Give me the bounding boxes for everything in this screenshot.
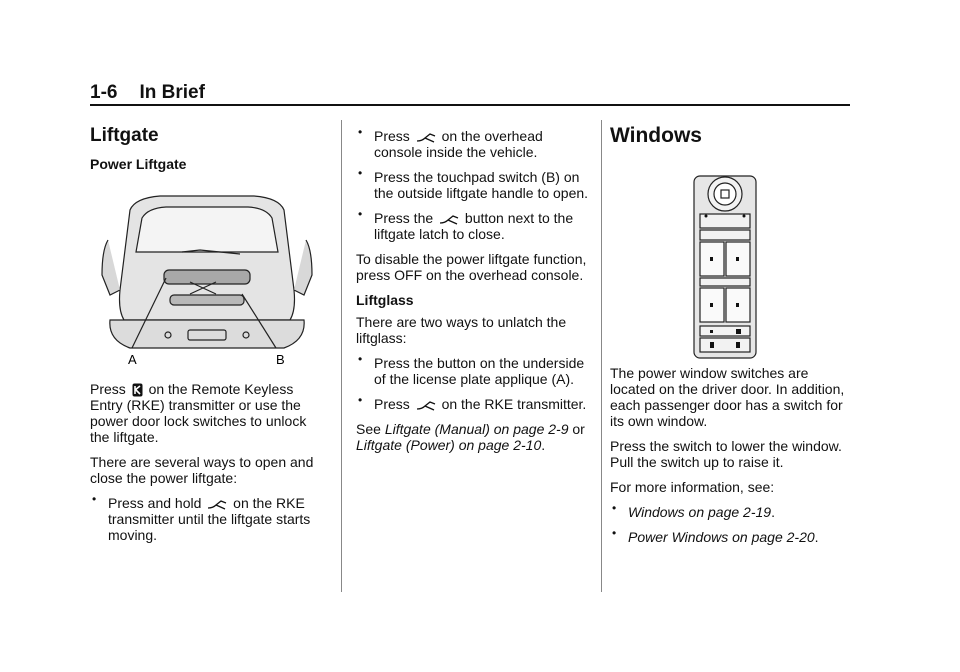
liftgate-illustration — [90, 180, 324, 375]
text: Press — [374, 128, 414, 144]
column-divider — [601, 120, 602, 592]
liftglass-paragraph: There are two ways to unlatch the liftglass: — [356, 314, 567, 346]
link-liftgate-power[interactable]: Liftgate (Power) on page 2-10 — [356, 437, 542, 453]
header-rule — [90, 104, 850, 106]
liftglass-heading: Liftglass — [356, 292, 414, 308]
bullet-press-hold — [90, 495, 324, 543]
bullet-power-windows-link — [610, 529, 846, 545]
liftgate-icon — [416, 132, 436, 144]
window-switch-illustration — [610, 156, 846, 361]
liftgate-icon — [207, 499, 227, 511]
unlock-paragraph — [90, 381, 324, 445]
text: . — [541, 437, 546, 453]
right-column — [610, 118, 846, 554]
text: on the RKE transmitter. — [437, 396, 587, 412]
see-also-paragraph — [356, 421, 592, 453]
windows-paragraph-2: Press the switch to lower the window. Pull the switch up to raise it. — [610, 438, 842, 470]
text: . — [814, 529, 819, 545]
text: . — [771, 504, 775, 520]
bullet-license-plate: • Press the button on the underside of the license plate applique (A). — [356, 355, 592, 387]
text: on the Remote Keyless Entry (RKE) transmitter or use the power door lock switches to unlock the liftgate. — [90, 381, 307, 445]
text: Press — [374, 396, 414, 412]
power-liftgate-subheading: Power Liftgate — [90, 156, 187, 172]
bullet-overhead — [356, 128, 592, 160]
text: on the RKE transmitter until the liftgate starts moving. — [108, 495, 311, 543]
column-divider — [341, 120, 342, 592]
text: on the overhead console inside the vehicle. — [374, 128, 543, 160]
windows-heading: Windows — [610, 124, 702, 147]
windows-paragraph-1: The power window switches are located on the driver door. In addition, each passenger door has a switch for its own window. — [610, 365, 845, 429]
bullet-latch-button — [356, 210, 592, 242]
link-liftgate-manual[interactable]: Liftgate (Manual) on page 2-9 — [384, 421, 569, 437]
link-windows[interactable]: Windows on page 2-19 — [628, 504, 772, 520]
bullet-windows-link — [610, 504, 846, 520]
liftgate-heading: Liftgate — [90, 125, 159, 146]
text: Press — [90, 381, 130, 397]
text: Press the — [374, 210, 438, 226]
windows-paragraph-3: For more information, see: — [610, 479, 775, 495]
bullet-touchpad: • Press the touchpad switch (B) on the outside liftgate handle to open. — [356, 169, 592, 201]
section-title: In Brief — [139, 82, 205, 103]
liftglass-icon — [416, 400, 436, 412]
callout-a: A — [128, 352, 137, 367]
link-power-windows[interactable]: Power Windows on page 2-20 — [628, 529, 815, 545]
liftgate-icon — [439, 214, 459, 226]
page-header — [90, 82, 205, 104]
text: button next to the liftgate latch to close. — [374, 210, 574, 242]
unlock-key-icon — [132, 383, 143, 397]
page-number: 1-6 — [90, 82, 118, 103]
middle-column — [356, 118, 592, 462]
text: Press and hold — [108, 495, 206, 511]
ways-paragraph: There are several ways to open and close the power liftgate: — [90, 454, 314, 486]
bullet-rke — [356, 396, 592, 412]
disable-paragraph: To disable the power liftgate function, press OFF on the overhead console. — [356, 251, 587, 283]
text: or — [568, 421, 585, 437]
text: See — [356, 421, 385, 437]
callout-b: B — [276, 352, 285, 367]
left-column — [90, 118, 324, 552]
